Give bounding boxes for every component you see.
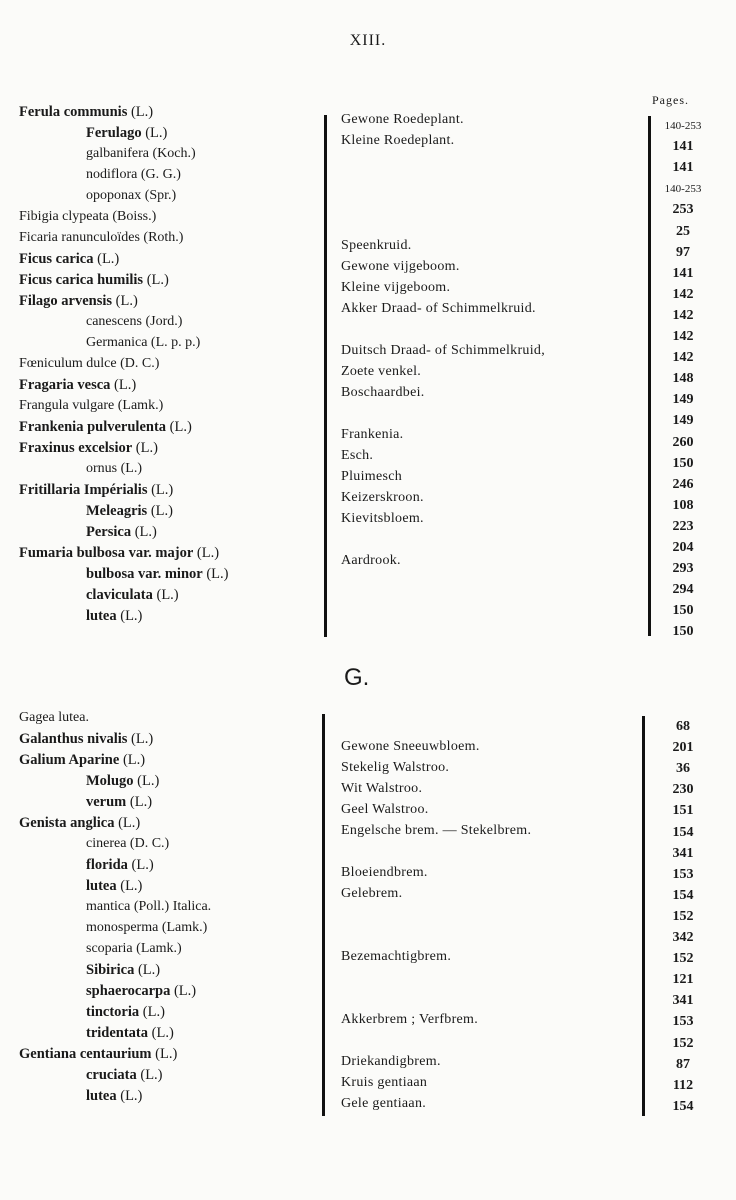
latin-name — [19, 272, 169, 288]
species-name: Sibirica — [86, 962, 135, 978]
authority: (L.) — [139, 1004, 165, 1020]
latin-name — [86, 125, 167, 141]
authority: (L.) — [132, 440, 158, 456]
species-name: Ferulago — [86, 125, 142, 141]
authority: (Lamk.) — [114, 398, 164, 413]
authority: (L.) — [126, 794, 153, 810]
latin-name — [86, 524, 157, 540]
species-name: claviculata — [86, 587, 153, 603]
latin-name — [19, 710, 89, 726]
column-rule-g-left — [322, 714, 325, 1116]
species-name: lutea — [86, 608, 117, 624]
species-name: ornus — [86, 461, 118, 476]
latin-name — [19, 230, 183, 246]
page-reference: 141 — [672, 139, 694, 155]
page-reference: 204 — [672, 540, 694, 555]
page-reference: 142 — [672, 350, 694, 366]
authority: (L.) — [134, 962, 161, 978]
species-name: verum — [86, 794, 127, 810]
authority: (L.) — [131, 524, 157, 540]
latin-name — [86, 167, 181, 183]
dutch-name: Gele gentiaan. — [341, 1096, 427, 1111]
page-reference: 294 — [672, 582, 694, 598]
dutch-name: Esch. — [341, 448, 374, 463]
species-name: Ficus carica humilis — [19, 272, 144, 288]
species-name: Molugo — [86, 773, 134, 789]
dutch-name: Geel Walstroo. — [341, 802, 429, 817]
page-reference: 140-253 — [664, 120, 702, 132]
species-name: Fritillaria Impérialis — [19, 482, 148, 498]
species-name: Persica — [86, 524, 132, 540]
page-reference: 142 — [672, 307, 694, 323]
dutch-name: Wit Walstroo. — [341, 781, 423, 796]
page-reference: 341 — [672, 993, 694, 1009]
authority: (L.) — [166, 419, 192, 435]
page-reference: 154 — [672, 824, 694, 840]
dutch-name: Gewone vijgeboom. — [341, 259, 460, 274]
latin-name — [19, 419, 192, 435]
dutch-name: Pluimesch — [341, 469, 403, 484]
latin-name — [86, 794, 152, 810]
species-name: mantica — [86, 899, 131, 914]
species-name: Fumaria bulbosa var. major — [19, 545, 194, 561]
page-reference: 223 — [672, 518, 694, 534]
species-name: tridentata — [86, 1025, 149, 1041]
species-name: cruciata — [86, 1067, 137, 1083]
dutch-name: Duitsch Draad- of Schimmelkruid, — [341, 343, 545, 358]
latin-name — [19, 356, 159, 372]
latin-name — [86, 608, 142, 624]
latin-name — [19, 1046, 177, 1062]
species-name: Fragaria vesca — [19, 377, 111, 393]
authority: (L.) — [202, 566, 229, 582]
species-name: bulbosa var. minor — [86, 566, 203, 582]
page-reference: 141 — [672, 160, 694, 176]
authority: (L.) — [148, 1025, 174, 1041]
authority: (L.) — [93, 251, 120, 267]
authority: (L.) — [193, 545, 220, 561]
latin-name — [86, 836, 169, 852]
page-reference: 153 — [672, 866, 694, 882]
latin-name — [19, 293, 138, 309]
page-reference: 293 — [672, 561, 694, 577]
dutch-name: Gewone Sneeuwbloem. — [341, 739, 480, 754]
page-reference: 153 — [672, 1014, 694, 1030]
latin-name — [86, 941, 182, 957]
latin-name — [19, 545, 219, 561]
species-name: canescens — [86, 314, 142, 329]
latin-name — [86, 461, 142, 477]
species-name: Ficus carica — [19, 251, 94, 267]
authority: (L.) — [143, 272, 169, 288]
species-name: sphaerocarpa — [86, 983, 171, 999]
page-reference: 152 — [672, 951, 694, 967]
dutch-name: Speenkruid. — [341, 238, 412, 253]
page-reference: 154 — [672, 887, 694, 903]
species-name: scoparia — [86, 941, 133, 956]
latin-name — [86, 878, 142, 894]
latin-name — [19, 752, 145, 768]
page-number: XIII. — [349, 32, 387, 49]
species-name: monosperma — [86, 920, 159, 935]
species-name: Galanthus nivalis — [19, 731, 128, 747]
authority: (L.) — [147, 482, 174, 498]
authority: (L.) — [112, 293, 138, 309]
latin-name — [86, 314, 182, 330]
species-name: Ferula communis — [19, 104, 128, 120]
page-reference: 97 — [676, 244, 690, 260]
latin-name — [19, 104, 153, 120]
column-rule-f-left — [324, 115, 327, 637]
latin-name — [86, 1067, 163, 1083]
dutch-name: Gewone Roedeplant. — [341, 112, 464, 127]
page-reference: 36 — [676, 761, 690, 777]
page-reference: 154 — [672, 1098, 694, 1114]
page-reference: 140-253 — [664, 183, 702, 196]
species-name: Genista anglica — [19, 815, 115, 831]
page-reference: 150 — [672, 624, 694, 640]
dutch-name: Kievitsbloem. — [341, 511, 424, 526]
authority: (Poll.) Italica. — [130, 899, 212, 914]
species-name: Filago arvensis — [19, 293, 113, 309]
species-name: galbanifera — [86, 146, 149, 161]
species-name: Meleagris — [86, 503, 148, 519]
authority: (L.) — [116, 1088, 143, 1104]
species-name: cinerea — [86, 836, 127, 851]
dutch-name: Kleine Roedeplant. — [341, 133, 455, 148]
dutch-name: Engelsche brem. — Stekelbrem. — [341, 823, 532, 838]
authority: (L.) — [136, 1067, 163, 1083]
latin-name — [86, 335, 200, 351]
species-name: nodiflora — [86, 167, 138, 182]
latin-name — [86, 587, 179, 603]
page-reference: 87 — [676, 1056, 690, 1072]
dutch-name: Kleine vijgeboom. — [341, 280, 451, 295]
latin-name — [19, 209, 156, 225]
authority: (Spr.) — [141, 188, 177, 203]
authority: (Lamk.) — [158, 920, 208, 935]
page-reference: 142 — [672, 286, 694, 302]
page-reference: 148 — [672, 371, 694, 387]
latin-name — [86, 962, 160, 978]
species-name: tinctoria — [86, 1004, 140, 1020]
latin-name — [86, 503, 173, 519]
latin-name — [86, 920, 207, 936]
column-rule-g-right — [642, 716, 645, 1116]
dutch-name: Driekandigbrem. — [341, 1054, 441, 1069]
page-reference: 246 — [672, 476, 694, 492]
latin-name — [86, 1004, 165, 1020]
species-name: Galium Aparine — [19, 752, 120, 768]
page-reference: 151 — [672, 803, 694, 819]
authority: (Boiss.) — [108, 209, 157, 224]
authority: (L.) — [110, 377, 137, 393]
authority: (G. G.) — [137, 167, 181, 182]
latin-name — [86, 773, 159, 789]
species-name: lutea — [86, 1088, 117, 1104]
page-reference: 253 — [672, 202, 694, 218]
page-reference: 152 — [672, 908, 694, 924]
latin-name — [86, 983, 196, 999]
authority: (L.) — [170, 983, 197, 999]
authority: (Koch.) — [148, 146, 196, 161]
section-letter-g: G. — [344, 664, 370, 691]
dutch-name: Kruis gentiaan — [341, 1075, 428, 1090]
latin-name — [86, 566, 228, 582]
dutch-name: Frankenia. — [341, 427, 404, 442]
authority: (L.) — [127, 857, 154, 873]
species-name: Fraxinus excelsior — [19, 440, 133, 456]
authority: (L.) — [116, 608, 143, 624]
authority: (Lamk.) — [132, 941, 182, 956]
page-reference: 342 — [672, 930, 694, 945]
page-reference: 152 — [672, 1035, 694, 1051]
page-reference: 201 — [672, 740, 694, 756]
latin-name — [86, 188, 176, 204]
column-rule-f-right — [648, 116, 651, 636]
authority: (L. p. p.) — [147, 335, 201, 350]
authority: (Roth.) — [139, 230, 184, 245]
species-name: Fibigia clypeata — [19, 209, 109, 224]
dutch-name: Bezemachtigbrem. — [341, 949, 452, 964]
dutch-name: Zoete venkel. — [341, 364, 422, 379]
latin-name — [19, 482, 173, 498]
pages-column-header: Pages. — [652, 93, 689, 107]
species-name: Gagea lutea. — [19, 710, 89, 725]
authority: (L.) — [147, 503, 173, 519]
authority: (L.) — [127, 104, 154, 120]
page-reference: 149 — [672, 413, 694, 429]
authority: (D. C.) — [116, 356, 160, 371]
authority: (L.) — [127, 731, 154, 747]
latin-name — [86, 1025, 174, 1041]
page-reference: 108 — [672, 497, 694, 513]
dutch-name: Gelebrem. — [341, 886, 403, 901]
species-name: Germanica — [86, 335, 148, 350]
latin-name — [19, 251, 119, 267]
authority: (L.) — [117, 461, 143, 476]
authority: (Jord.) — [141, 314, 183, 329]
dutch-name: Akkerbrem ; Verfbrem. — [341, 1012, 479, 1027]
page-reference: 150 — [672, 603, 694, 619]
dutch-name: Akker Draad- of Schimmelkruid. — [341, 301, 536, 316]
species-name: Frangula vulgare — [19, 398, 115, 413]
latin-name — [86, 146, 196, 162]
authority: (D. C.) — [126, 836, 170, 851]
authority: (L.) — [151, 1046, 178, 1062]
species-name: florida — [86, 857, 128, 873]
latin-name — [19, 398, 163, 414]
authority: (L.) — [116, 878, 143, 894]
authority: (L.) — [119, 752, 146, 768]
latin-name — [19, 440, 158, 456]
page-reference: 149 — [672, 392, 694, 408]
dutch-name: Boschaardbei. — [341, 385, 425, 400]
dutch-name: Bloeiendbrem. — [341, 865, 428, 880]
latin-name — [19, 731, 153, 747]
species-name: Gentiana centaurium — [19, 1046, 152, 1062]
latin-name — [19, 377, 136, 393]
page-reference: 121 — [672, 972, 694, 988]
species-name: Frankenia pulverulenta — [19, 419, 167, 435]
page-reference: 141 — [672, 265, 694, 281]
dutch-name: Stekelig Walstroo. — [341, 760, 450, 775]
page-reference: 341 — [672, 845, 694, 861]
authority: (L.) — [152, 587, 179, 603]
page-reference: 230 — [672, 782, 694, 798]
species-name: lutea — [86, 878, 117, 894]
species-name: opoponax — [86, 188, 142, 203]
page-reference: 112 — [672, 1077, 694, 1093]
page-reference: 260 — [672, 434, 694, 450]
latin-name — [86, 899, 211, 915]
species-name: Ficaria ranunculoïdes — [19, 230, 140, 245]
page-reference: 68 — [676, 719, 690, 734]
latin-name — [86, 1088, 142, 1104]
latin-name — [86, 857, 154, 873]
authority: (L.) — [141, 125, 168, 141]
page-reference: 150 — [672, 455, 694, 471]
dutch-name: Aardrook. — [341, 553, 401, 568]
species-name: Fœniculum dulce — [19, 356, 117, 371]
authority: (L.) — [114, 815, 141, 831]
latin-name — [19, 815, 140, 831]
dutch-name: Keizerskroon. — [341, 490, 424, 505]
authority: (L.) — [133, 773, 160, 789]
page-reference: 25 — [676, 223, 690, 239]
page-reference: 142 — [672, 329, 694, 344]
